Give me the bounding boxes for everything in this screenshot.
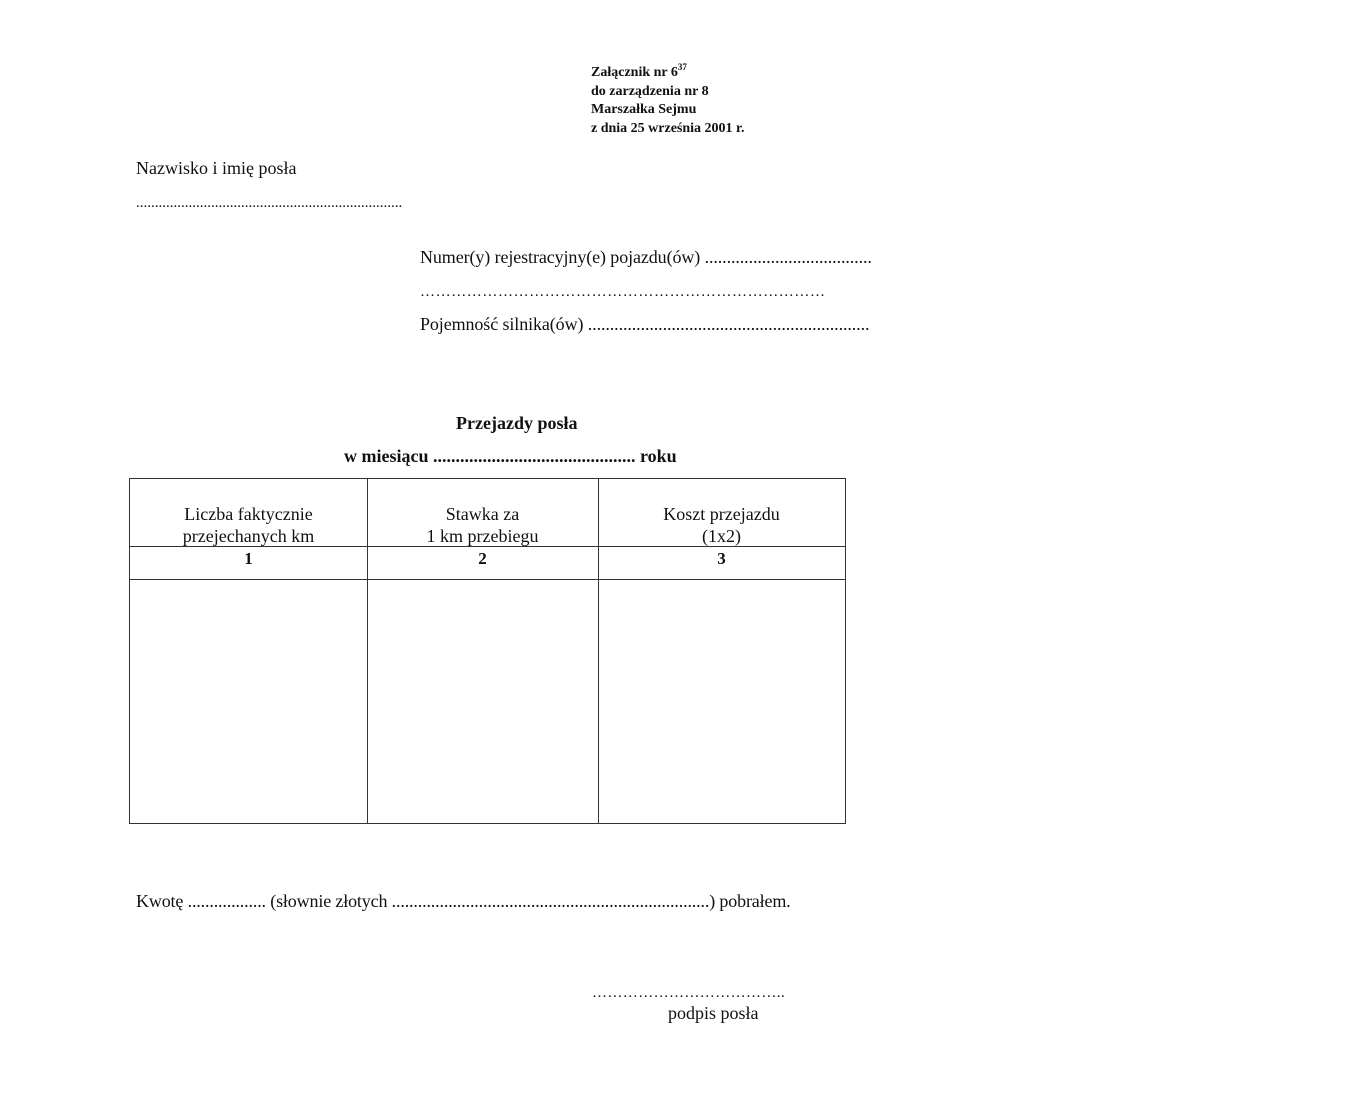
table-number-row-divider <box>130 579 845 580</box>
column-number-2: 2 <box>478 549 487 568</box>
form-subtitle-month: w miesiącu ............................................. roku <box>344 446 677 466</box>
engine-capacity-line: Pojemność silnika(ów) ................................................................ <box>420 314 870 334</box>
column-number-3: 3 <box>717 549 726 568</box>
mp-name-dots: ....................................................................... <box>136 195 403 211</box>
amount-received-line: Kwotę .................. (słownie złotych .........................................................................) pobrałem. <box>136 891 791 911</box>
signature-label: podpis posła <box>668 1003 759 1023</box>
mp-name-label: Nazwisko i imię posła <box>136 158 297 178</box>
column-header-rate: Stawka za 1 km przebiegu <box>426 504 539 546</box>
table-cell-km <box>130 581 366 823</box>
signature-dots: ……………………………….. <box>592 985 786 1001</box>
column-header-km: Liczba faktycznie przejechanych km <box>182 504 315 546</box>
registration-number-continuation: …………………………………………………………………… <box>420 284 826 300</box>
header-issuer-line: Marszałka Sejmu <box>591 102 697 117</box>
form-title: Przejazdy posła <box>456 413 578 433</box>
footnote-marker: 37 <box>677 62 687 72</box>
header-attachment-line: Załącznik nr $6^{37}$ <box>591 62 687 80</box>
document-header <box>591 64 744 138</box>
trips-table <box>129 478 846 824</box>
table-cell-cost <box>599 581 845 823</box>
table-cell-rate <box>368 581 597 823</box>
column-header-cost: Koszt przejazdu (1x2) <box>663 504 780 546</box>
registration-number-line: Numer(y) rejestracyjny(e) pojazdu(ów) ...................................... <box>420 247 872 267</box>
header-date-line: z dnia 25 września 2001 r. <box>591 120 745 136</box>
header-ordinance-line: do zarządzenia nr 8 <box>591 83 709 99</box>
column-number-1: 1 <box>244 549 253 568</box>
